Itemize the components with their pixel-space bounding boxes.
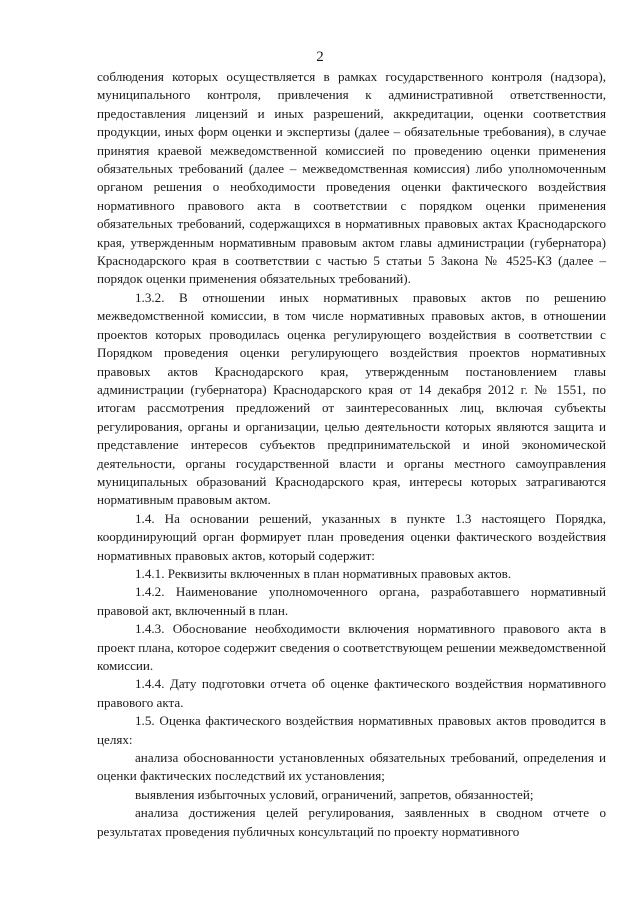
paragraph-1-4: 1.4. На основании решений, указанных в пункте 1.3 настоящего Порядка, координирующий орган формирует план проведения оценки фактического воздействия нормативных правовых актов, который содержит:: [97, 510, 606, 563]
paragraph-1-3-2: 1.3.2. В отношении иных нормативных правовых актов по решению межведомственной комиссии, в том числе нормативных правовых актов, в отношении проектов которых проводилась оценка регулирующего воздействия в соответствии с Порядком проведения оценки регулирующего воздействия проектов нормативных правовых актов Краснодарского края, утвержденным постановлением главы администрации (губернатора) Краснодарского края от 14 декабря 2012 г. № 1551, по итогам рассмотрения предложений от заинтересованных лиц, включая субъекты регулирования, органы и организации, целью деятельности которых являются защита и представление интересов субъектов предпринимательской и иной экономической деятельности, органы государственной власти и органы местного самоуправления муниципальных образований Краснодарского края, интересы которых затрагиваются нормативным правовым актом.: [97, 289, 606, 508]
paragraph-goal-excess: выявления избыточных условий, ограничений, запретов, обязанностей;: [135, 786, 534, 802]
paragraph-1-4-3: 1.4.3. Обоснование необходимости включения нормативного правового акта в проект плана, которое содержит сведения о соответствующем решении межведомственной комиссии.: [97, 621, 606, 673]
paragraph-continuation: соблюдения которых осуществляется в рамках государственного контроля (надзора), муниципального контроля, привлечения к административной ответственности, предоставления лицензий и иных разрешений, аккредитации, оценки соответствия продукции, иных форм оценки и экспертизы (далее – обязательные требования), в случае принятия краевой межведомственной комиссией по проведению оценки применения обязательных требований (далее – межведомственная комиссия) либо уполномоченным органом решения о необходимости проведения оценки фактического воздействия нормативного правового акта в соответствии с порядком оценки применения обязательных требований, содержащихся в нормативных правовых актах Краснодарского края, утвержденным нормативным правовым актом главы администрации (губернатора) Краснодарского края в соответствии с частью 5 статьи 5 Закона № 4525-КЗ (далее – порядок оценки применения обязательных требований).: [97, 69, 606, 287]
paragraph-goal-achievement: анализа достижения целей регулирования, заявленных в сводном отчете о результатах проведения публичных консультаций по проекту нормативного: [97, 805, 606, 839]
paragraph-1-4-1: 1.4.1. Реквизиты включенных в план нормативных правовых актов.: [135, 565, 512, 581]
paragraph-1-4-4: 1.4.4. Дату подготовки отчета об оценке фактического воздействия нормативного правового акта.: [97, 676, 606, 710]
page-number: 2: [316, 49, 324, 65]
paragraph-goal-analysis: анализа обоснованности установленных обязательных требований, определения и оценки фактических последствий их установления;: [97, 750, 606, 784]
paragraph-1-5: 1.5. Оценка фактического воздействия нормативных правовых актов проводится в целях:: [97, 713, 606, 747]
paragraph-1-4-2: 1.4.2. Наименование уполномоченного органа, разработавшего нормативный правовой акт, включенный в план.: [97, 584, 606, 618]
document-body: [97, 68, 606, 841]
